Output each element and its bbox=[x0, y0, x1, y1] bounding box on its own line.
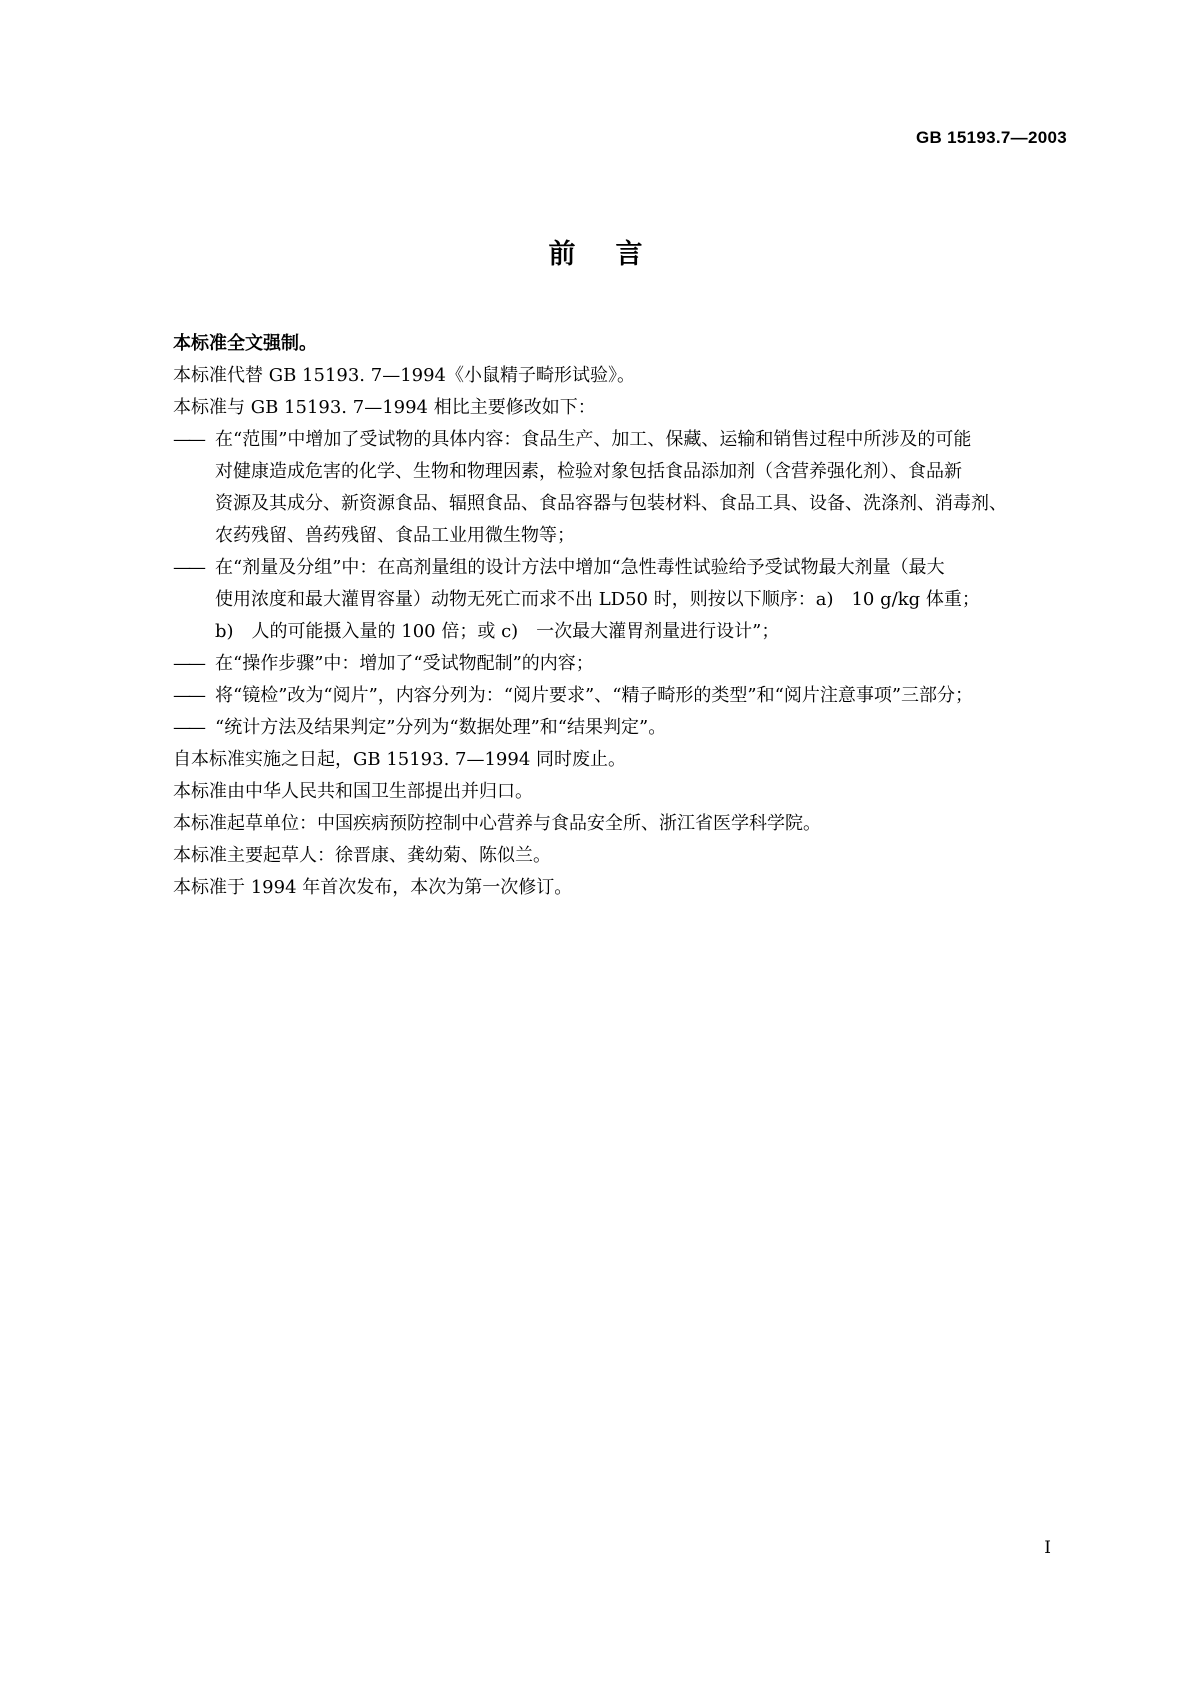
change-line: b) 人的可能摄入量的 100 倍；或 c) 一次最大灌胃剂量进行设计”； bbox=[215, 621, 780, 642]
mandatory-statement: 本标准全文强制。 bbox=[173, 333, 317, 354]
change-line: 在“剂量及分组”中：在高剂量组的设计方法中增加“急性毒性试验给予受试物最大剂量（最大 bbox=[215, 557, 945, 578]
list-dash: —— bbox=[173, 717, 203, 738]
list-dash: —— bbox=[173, 429, 203, 450]
list-dash: —— bbox=[173, 557, 203, 578]
page-number: I bbox=[1044, 1538, 1051, 1558]
foreword-body bbox=[173, 328, 1057, 904]
page-title: 前言 bbox=[548, 239, 683, 270]
change-line: 对健康造成危害的化学、生物和物理因素，检验对象包括食品添加剂（含营养强化剂）、食品新 bbox=[215, 461, 962, 482]
drafting-units: 本标准起草单位：中国疾病预防控制中心营养与食品安全所、浙江省医学科学院。 bbox=[173, 813, 821, 834]
list-dash: —— bbox=[173, 653, 203, 674]
change-line: 在“操作步骤”中：增加了“受试物配制”的内容； bbox=[215, 653, 594, 674]
change-item-scope bbox=[173, 424, 1057, 552]
change-line: 资源及其成分、新资源食品、辐照食品、食品容器与包装材料、食品工具、设备、洗涤剂、消毒剂、 bbox=[215, 493, 1007, 514]
publication-history: 本标准于 1994 年首次发布，本次为第一次修订。 bbox=[173, 877, 573, 898]
proposer-statement: 本标准由中华人民共和国卫生部提出并归口。 bbox=[173, 781, 533, 802]
list-dash: —— bbox=[173, 685, 203, 706]
change-line: 农药残留、兽药残留、食品工业用微生物等； bbox=[215, 525, 575, 546]
replacement-statement: 本标准代替 GB 15193. 7—1994《小鼠精子畸形试验》。 bbox=[173, 365, 636, 386]
change-item-statistics bbox=[173, 712, 1057, 744]
change-line: 将“镜检”改为“阅片”，内容分列为：“阅片要求”、“精子畸形的类型”和“阅片注意事项”三部分； bbox=[215, 685, 974, 706]
change-line: “统计方法及结果判定”分列为“数据处理”和“结果判定”。 bbox=[215, 717, 667, 738]
standard-number: GB 15193.7—2003 bbox=[916, 128, 1067, 147]
changes-intro: 本标准与 GB 15193. 7—1994 相比主要修改如下： bbox=[173, 397, 596, 418]
drafters: 本标准主要起草人：徐晋康、龚幼菊、陈似兰。 bbox=[173, 845, 551, 866]
change-item-slide-reading bbox=[173, 680, 1057, 712]
change-line: 使用浓度和最大灌胃容量）动物无死亡而求不出 LD50 时，则按以下顺序：a) 10 g/kg 体重； bbox=[215, 589, 980, 610]
change-item-procedure bbox=[173, 648, 1057, 680]
change-line: 在“范围”中增加了受试物的具体内容：食品生产、加工、保藏、运输和销售过程中所涉及的可能 bbox=[215, 429, 972, 450]
change-item-dosage bbox=[173, 552, 1057, 648]
abolition-statement: 自本标准实施之日起，GB 15193. 7—1994 同时废止。 bbox=[173, 749, 627, 770]
